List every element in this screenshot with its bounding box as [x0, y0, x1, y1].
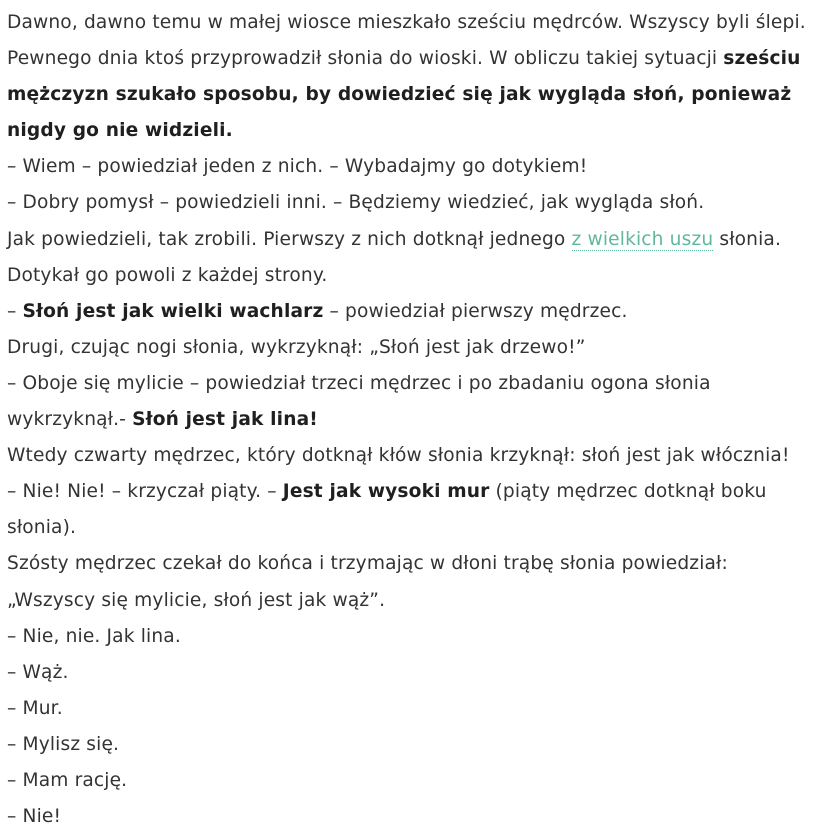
- intro-text: Dawno, dawno temu w małej wiosce mieszkało sześciu mędrców. Wszyscy byli ślepi. Pewnego dnia ktoś przyprowadził słonia do wioski. W obliczu takiej sytuacji: [7, 12, 806, 70]
- paragraph-argument-4: – Mylisz się.: [7, 733, 120, 755]
- paragraph-intro: [7, 5, 822, 149]
- paragraph-dialogue-1: – Wiem – powiedział jeden z nich. – Wybadajmy go dotykiem!: [7, 156, 588, 178]
- fifth-sage-text-c: (piąty mędrzec dotknął boku słonia).: [7, 481, 767, 539]
- paragraph-argument-6: – Nie!: [7, 806, 62, 828]
- paragraph-third-sage: [7, 366, 822, 438]
- third-sage-bold-text: Słoń jest jak lina!: [132, 409, 318, 431]
- paragraph-fifth-sage: [7, 474, 822, 546]
- paragraph-argument-3: – Mur.: [7, 697, 63, 719]
- ears-link[interactable]: z wielkich uszu: [571, 228, 714, 250]
- article-body: [7, 5, 822, 835]
- paragraph-dialogue-2: – Dobry pomysł – powiedzieli inni. – Będziemy wiedzieć, jak wygląda słoń.: [7, 192, 705, 214]
- paragraph-argument-5: – Mam rację.: [7, 769, 128, 791]
- fifth-sage-text-a: – Nie! Nie! – krzyczał piąty. –: [7, 481, 283, 503]
- fan-bold-text: Słoń jest jak wielki wachlarz: [22, 300, 324, 322]
- cropped-heading-fragment: [277, 1, 477, 6]
- intro-bold-text: sześciu mężczyzn szukało sposobu, by dowiedzieć się jak wygląda słoń, ponieważ nigdy go nie widzieli.: [7, 48, 801, 142]
- paragraph-fan: [7, 294, 822, 330]
- paragraph-sixth-sage: Szósty mędrzec czekał do końca i trzymając w dłoni trąbę słonia powiedział: „Wszyscy się mylicie, słoń jest jak wąż”.: [7, 553, 728, 611]
- paragraph-fourth-sage: Wtedy czwarty mędrzec, który dotknął kłów słonia krzyknął: słoń jest jak włócznia!: [7, 445, 790, 467]
- paragraph-argument-2: – Wąż.: [7, 661, 69, 683]
- first-sage-text-c: słonia. Dotykał go powoli z każdej strony.: [7, 228, 782, 286]
- fan-dash: –: [7, 300, 23, 322]
- first-sage-text-a: Jak powiedzieli, tak zrobili. Pierwszy z nich dotknął jednego: [7, 228, 572, 250]
- third-sage-text: – Oboje się mylicie – powiedział trzeci mędrzec i po zbadaniu ogona słonia wykrzyknął.-: [7, 372, 711, 431]
- fifth-sage-bold-text: Jest jak wysoki mur: [282, 481, 490, 503]
- paragraph-first-sage: [7, 222, 822, 294]
- fan-text-c: – powiedział pierwszy mędrzec.: [323, 300, 628, 322]
- paragraph-argument-1: – Nie, nie. Jak lina.: [7, 625, 181, 647]
- paragraph-second-sage: Drugi, czując nogi słonia, wykrzyknął: „Słoń jest jak drzewo!”: [7, 336, 586, 358]
